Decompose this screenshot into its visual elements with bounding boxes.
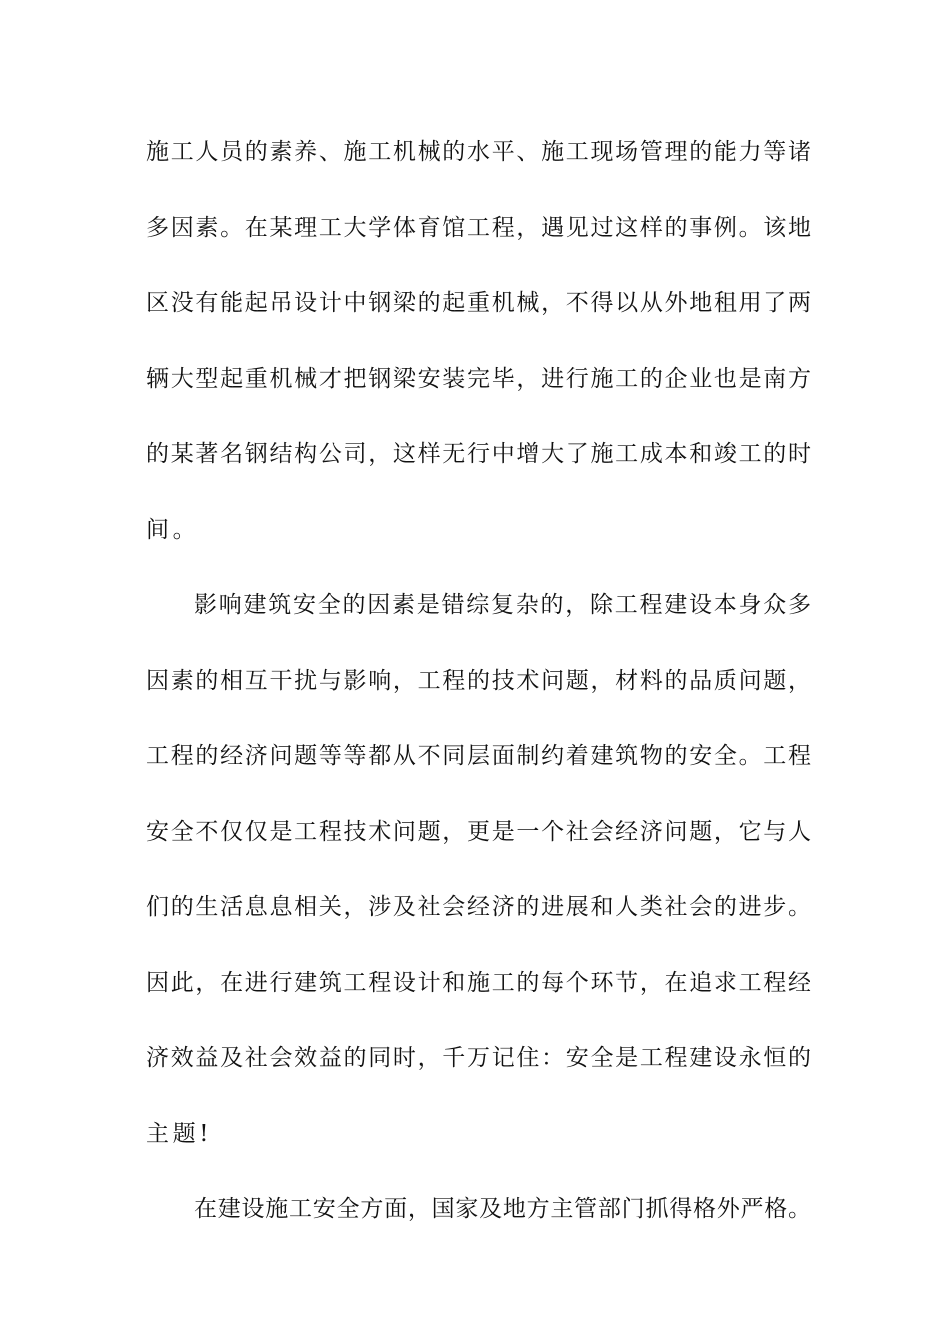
paragraph-line: 工程的经济问题等等都从不同层面制约着建筑物的安全。工程 [146, 743, 811, 769]
paragraph-line: 的某著名钢结构公司，这样无行中增大了施工成本和竣工的时 [146, 441, 811, 467]
paragraph-line: 多因素。在某理工大学体育馆工程，遇见过这样的事例。该地 [146, 214, 811, 241]
paragraph-line: 主题! [146, 1120, 213, 1147]
paragraph-line: 施工人员的素养、施工机械的水平、施工现场管理的能力等诸 [146, 139, 811, 165]
paragraph-line: 影响建筑安全的因素是错综复杂的，除工程建设本身众多 [194, 592, 811, 618]
document-body [146, 128, 811, 1261]
paragraph-line: 区没有能起吊设计中钢梁的起重机械，不得以从外地租用了两 [146, 290, 811, 316]
paragraph-line: 辆大型起重机械才把钢梁安装完毕，进行施工的企业也是南方 [146, 365, 811, 392]
paragraph-line: 安全不仅仅是工程技术问题，更是一个社会经济问题，它与人 [146, 818, 811, 845]
paragraph-line: 间。 [146, 516, 200, 543]
paragraph-line: 在建设施工安全方面，国家及地方主管部门抓得格外严格。 [194, 1196, 811, 1222]
paragraph-line: 济效益及社会效益的同时，千万记住：安全是工程建设永恒的 [146, 1045, 811, 1071]
paragraph-line: 因此，在进行建筑工程设计和施工的每个环节，在追求工程经 [146, 969, 811, 996]
paragraph-line: 因素的相互干扰与影响，工程的技术问题，材料的品质问题， [146, 667, 811, 694]
paragraph-line: 们的生活息息相关，涉及社会经济的进展和人类社会的进步。 [146, 894, 811, 920]
